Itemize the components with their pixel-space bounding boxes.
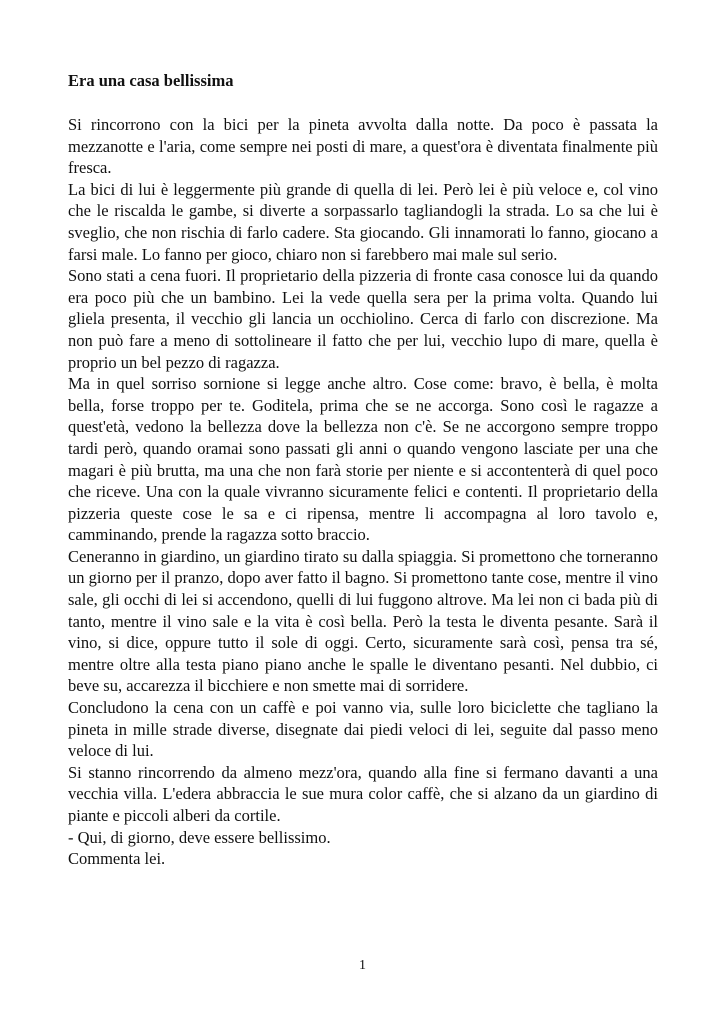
paragraph-6: Concludono la cena con un caffè e poi vanno via, sulle loro biciclette che tagliano la pineta in mille strade diverse, disegnate dai piedi veloci di lei, seguite dal passo meno veloce di lui. (68, 698, 658, 761)
document-page (68, 70, 658, 870)
paragraph-5: Ceneranno in giardino, un giardino tirato su dalla spiaggia. Si promettono che torneranno un giorno per il pranzo, dopo aver fatto il bagno. Si promettono tante cose, mentre il vino sale, gli occhi di lei si accendono, quelli di lui fuggono altrove. Ma lei non ci bada più di tanto, mentre il vino sale e la vita è così bella. Però la testa le diventa pesante. Sarà il vino, si dice, oppure tutto il sole di oggi. Certo, sicuramente sarà così, pensa tra sé, mentre oltre alla testa piano piano anche le spalle le diventano pesanti. Nel dubbio, ci beve su, accarezza il bicchiere e non smette mai di sorridere. (68, 546, 658, 696)
page-number: 1 (359, 958, 366, 973)
paragraph-2: La bici di lui è leggermente più grande di quella di lei. Però lei è più veloce e, col vino che le riscalda le gambe, si diverte a sorpassarlo tagliandogli la strada. Lo sa che lui è sveglio, che non rischia di farlo cadere. Sta giocando. Gli innamorati lo fanno, giocano a farsi male. Lo fanno per gioco, chiaro non si farebbero mai male sul serio. (68, 179, 658, 264)
paragraph-8: - Qui, di giorno, deve essere bellissimo. (68, 827, 331, 847)
paragraph-7: Si stanno rincorrendo da almeno mezz'ora, quando alla fine si fermano davanti a una vecchia villa. L'edera abbraccia le sue mura color caffè, che si alzano da un giardino di piante e piccoli alberi da cortile. (68, 762, 658, 825)
document-title: Era una casa bellissima (68, 71, 234, 90)
paragraph-4: Ma in quel sorriso sornione si legge anche altro. Cose come: bravo, è bella, è molta bella, forse troppo per te. Goditela, prima che se ne accorga. Sono così le ragazze a quest'età, vedono la bellezza dove la bellezza non c'è. Se ne accorgono sempre troppo tardi però, quando oramai sono passati gli anni o quando vengono lasciate per una che magari è più brutta, ma una che non farà storie per niente e si accontenterà di quel poco che riceve. Una con la quale vivranno sicuramente felici e contenti. Il proprietario della pizzeria queste cose le sa e ci ripensa, mentre li accompagna al loro tavolo e, camminando, prende la ragazza sotto braccio. (68, 374, 658, 545)
paragraph-3: Sono stati a cena fuori. Il proprietario della pizzeria di fronte casa conosce lui da quando era poco più che un bambino. Lei la vede quella sera per la prima volta. Quando lui gliela presenta, il vecchio gli lancia un occhiolino. Cerca di farlo con discrezione. Ma non può fare a meno di sottolineare il fatto che per lui, vecchio lupo di mare, quella è proprio un bel pezzo di ragazza. (68, 266, 658, 372)
paragraph-1: Si rincorrono con la bici per la pineta avvolta dalla notte. Da poco è passata la mezzanotte e l'aria, come sempre nei posti di mare, a quest'ora è diventata finalmente più fresca. (68, 115, 658, 178)
paragraph-9: Commenta lei. (68, 849, 166, 869)
